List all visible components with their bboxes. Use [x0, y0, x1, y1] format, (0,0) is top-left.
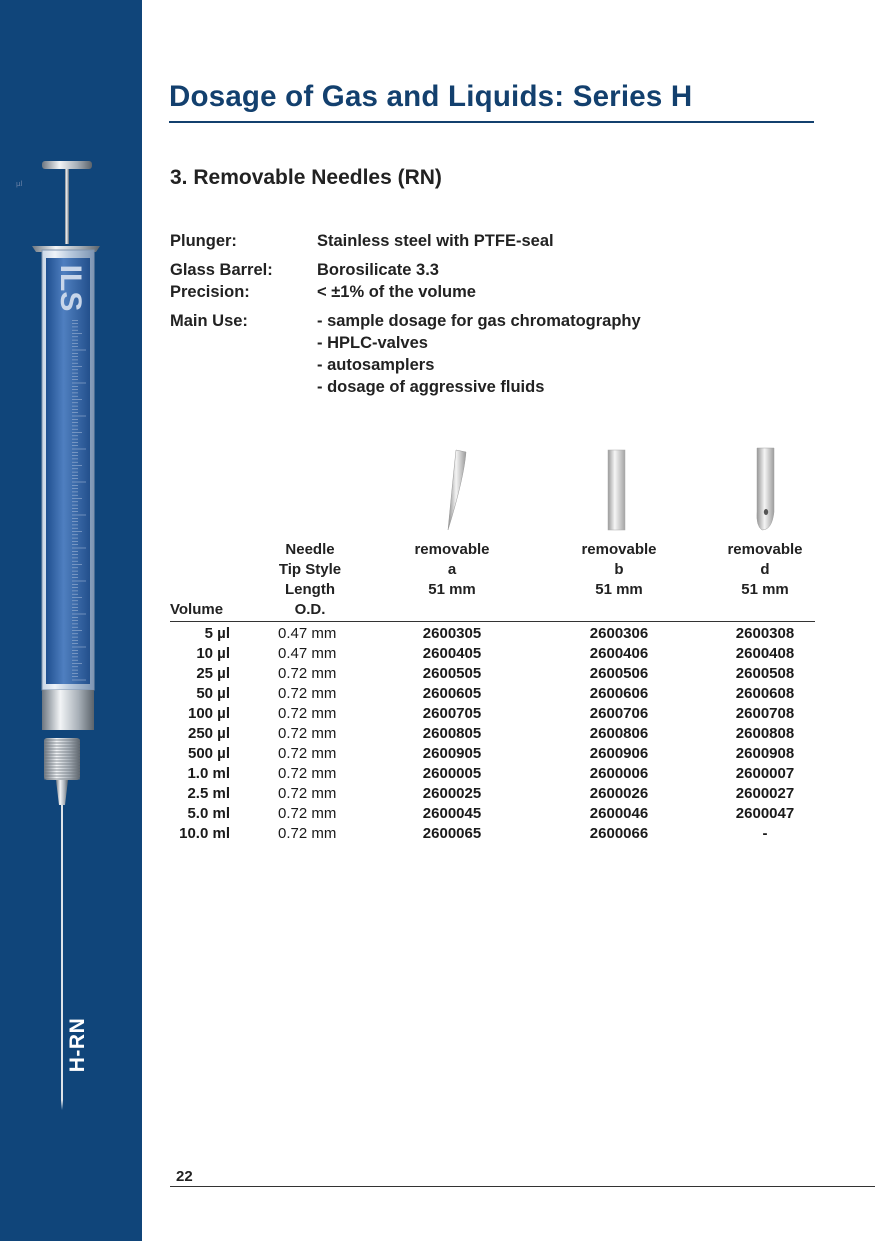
cell-part-a: 2600805 [422, 725, 482, 742]
spec-value: Stainless steel with PTFE-seal [317, 232, 554, 250]
header-line: Needle [285, 541, 335, 558]
header-line: a [447, 561, 457, 578]
table-row [0, 704, 875, 724]
cell-part-a: 2600905 [422, 745, 482, 762]
header-line: 51 mm [741, 581, 789, 598]
cell-part-a: 2600705 [422, 705, 482, 722]
cell-part-b: 2600026 [589, 785, 649, 802]
header-line: 51 mm [595, 581, 643, 598]
svg-text:μl: μl [16, 180, 23, 188]
cell-part-b: 2600046 [589, 805, 649, 822]
cell-part-a: 2600505 [422, 665, 482, 682]
cell-volume: 2.5 ml [187, 785, 230, 802]
cell-part-d: 2600808 [735, 725, 795, 742]
cell-od: 0.72 mm [278, 825, 337, 842]
cell-part-b: 2600006 [589, 765, 649, 782]
header-line: b [614, 561, 624, 578]
section-title: 3. Removable Needles (RN) [170, 166, 442, 189]
cell-volume: 25 µl [196, 665, 230, 682]
title-divider [169, 121, 814, 123]
spec-key: Glass Barrel: [170, 261, 273, 279]
header-line: O.D. [294, 601, 326, 618]
spec-key: Precision: [170, 283, 250, 301]
spec-value: - HPLC-valves [317, 334, 428, 352]
cell-od: 0.72 mm [278, 765, 337, 782]
cell-volume: 250 µl [187, 725, 230, 742]
series-label-text: H-RN [66, 1017, 89, 1073]
brand-logo-text: ILS [54, 264, 87, 312]
cell-od: 0.72 mm [278, 805, 337, 822]
header-volume-text: Volume [170, 601, 224, 618]
table-row [0, 804, 875, 824]
cell-part-b: 2600506 [589, 665, 649, 682]
cell-od: 0.72 mm [278, 785, 337, 802]
cell-volume: 10 µl [196, 645, 230, 662]
header-volume [170, 600, 223, 620]
cell-volume: 100 µl [187, 705, 230, 722]
cell-od: 0.72 mm [278, 725, 337, 742]
cell-part-b: 2600906 [589, 745, 649, 762]
spec-value: < ±1% of the volume [317, 283, 476, 301]
spec-value: - sample dosage for gas chromatography [317, 312, 641, 330]
cell-volume: 5 µl [204, 625, 230, 642]
cell-part-a: 2600605 [422, 685, 482, 702]
table-row [0, 644, 875, 664]
table-row [0, 724, 875, 744]
header-line: Tip Style [278, 561, 342, 578]
table-row [0, 824, 875, 844]
cell-part-d: 2600408 [735, 645, 795, 662]
header-removable-d [717, 540, 813, 600]
page-title: Dosage of Gas and Liquids: Series H [169, 80, 693, 113]
needle-tip-b-image [604, 448, 630, 532]
cell-part-b: 2600706 [589, 705, 649, 722]
cell-part-d: 2600608 [735, 685, 795, 702]
cell-od: 0.72 mm [278, 685, 337, 702]
spec-value: - dosage of aggressive fluids [317, 378, 545, 396]
spec-key: Main Use: [170, 312, 248, 330]
cell-part-b: 2600806 [589, 725, 649, 742]
cell-part-a: 2600405 [422, 645, 482, 662]
header-needle [262, 540, 358, 620]
table-row [0, 664, 875, 684]
cell-part-d: 2600308 [735, 625, 795, 642]
cell-volume: 50 µl [196, 685, 230, 702]
cell-volume: 500 µl [187, 745, 230, 762]
cell-part-b: 2600606 [589, 685, 649, 702]
cell-part-b: 2600066 [589, 825, 649, 842]
cell-part-a: 2600005 [422, 765, 482, 782]
header-removable-a [404, 540, 500, 600]
cell-part-a: 2600025 [422, 785, 482, 802]
header-removable-b [571, 540, 667, 600]
table-row [0, 764, 875, 784]
header-line: Length [285, 581, 335, 598]
cell-part-d: 2600908 [735, 745, 795, 762]
cell-od: 0.72 mm [278, 705, 337, 722]
table-row [0, 684, 875, 704]
cell-volume: 10.0 ml [179, 825, 230, 842]
table-header-divider [170, 621, 815, 622]
cell-part-d: 2600508 [735, 665, 795, 682]
header-line: removable [414, 541, 490, 558]
cell-od: 0.72 mm [278, 665, 337, 682]
header-line: removable [581, 541, 657, 558]
table-row [0, 744, 875, 764]
cell-part-a: 2600065 [422, 825, 482, 842]
table-row [0, 624, 875, 644]
cell-part-a: 2600045 [422, 805, 482, 822]
series-label [58, 1010, 98, 1080]
cell-od: 0.47 mm [278, 625, 337, 642]
cell-part-d: 2600708 [735, 705, 795, 722]
cell-part-b: 2600406 [589, 645, 649, 662]
cell-od: 0.47 mm [278, 645, 337, 662]
needle-tip-d-image [750, 446, 780, 532]
spec-value: - autosamplers [317, 356, 435, 374]
footer-divider [170, 1186, 875, 1187]
cell-part-d: - [762, 825, 768, 842]
cell-od: 0.72 mm [278, 745, 337, 762]
cell-part-d: 2600047 [735, 805, 795, 822]
header-line: 51 mm [428, 581, 476, 598]
cell-volume: 5.0 ml [187, 805, 230, 822]
spec-value: Borosilicate 3.3 [317, 261, 439, 279]
cell-part-d: 2600027 [735, 785, 795, 802]
header-line: removable [727, 541, 803, 558]
header-line: d [760, 561, 770, 578]
cell-part-b: 2600306 [589, 625, 649, 642]
page-number: 22 [176, 1168, 193, 1185]
cell-volume: 1.0 ml [187, 765, 230, 782]
brand-logo [50, 258, 90, 318]
cell-part-d: 2600007 [735, 765, 795, 782]
cell-part-a: 2600305 [422, 625, 482, 642]
spec-key: Plunger: [170, 232, 237, 250]
needle-tip-a-image [440, 448, 470, 532]
table-row [0, 784, 875, 804]
